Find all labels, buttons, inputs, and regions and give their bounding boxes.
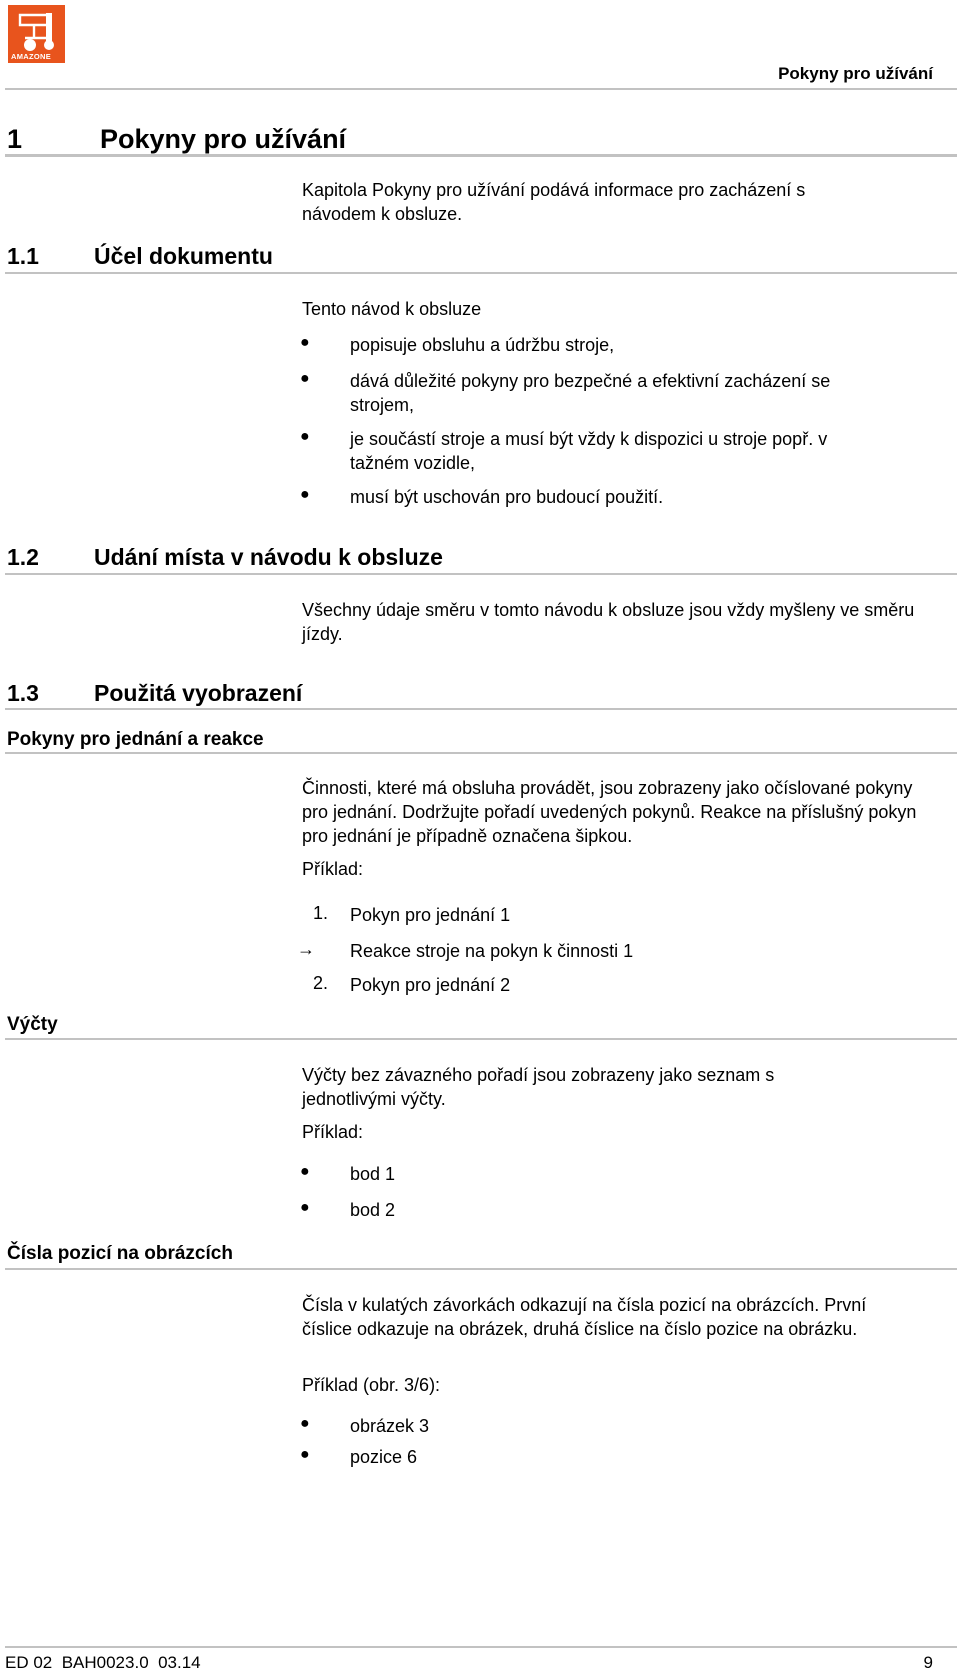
list-item: obrázek 3 [350,1416,430,1436]
footer-divider [5,1646,957,1648]
step-number: 1. [313,903,329,923]
list-item: je součástí stroje a musí být vždy k dispozici u stroje popř. v tažném vozidle, [350,429,828,473]
header-divider [5,88,957,90]
step-text: Pokyn pro jednání 2 [350,975,511,995]
positions-text: Čísla v kulatých závorkách odkazují na čísla pozicí na obrázcích. První číslice odkazuje na obrázek, druhá číslice na číslo pozice na obrázku. [302,1295,867,1339]
section-1-2-underline [5,573,957,575]
bullet-icon: ● [300,1415,310,1432]
reaction-text: Reakce stroje na pokyn k činnosti 1 [350,941,634,961]
bullet-icon: ● [300,1163,310,1180]
bullet-icon: ● [300,486,310,503]
section-1-2-title: Udání místa v návodu k obsluze [94,544,443,570]
lists-heading: Výčty [7,1014,58,1035]
chapter-title-text: Pokyny pro užívání [100,124,347,154]
list-item: popisuje obsluhu a údržbu stroje, [350,335,615,355]
list-item: pozice 6 [350,1447,418,1467]
bullet-icon: ● [300,334,310,351]
list-item: dává důležité pokyny pro bezpečné a efektivní zacházení se strojem, [350,371,831,415]
list-item: bod 1 [350,1164,396,1184]
bullet-icon: ● [300,1199,310,1216]
logo-wordmark: AMAZONE [11,52,52,61]
lists-example-label: Příklad: [302,1122,364,1142]
list-item: musí být uschován pro budoucí použití. [350,487,664,507]
footer-page-number: 9 [923,1653,933,1672]
section-1-1-underline [5,272,957,274]
lists-text: Výčty bez závazného pořadí jsou zobrazeny jako seznam s jednotlivými výčty. [302,1065,775,1109]
step-text: Pokyn pro jednání 1 [350,905,511,925]
amazone-logo [8,5,65,63]
actions-heading: Pokyny pro jednání a reakce [7,729,264,750]
bullet-icon: ● [300,1446,310,1463]
section-1-3-title: Použitá vyobrazení [94,680,303,706]
running-header-title: Pokyny pro užívání [778,64,933,83]
chapter-title [7,124,346,155]
actions-example-label: Příklad: [302,859,364,879]
lists-heading-underline [5,1038,957,1040]
bullet-icon: ● [300,370,310,387]
positions-heading: Čísla pozicí na obrázcích [7,1243,233,1264]
chapter-title-underline [5,154,957,157]
section-1-2-text: Všechny údaje směru v tomto návodu k obsluze jsou vždy myšleny ve směru jízdy. [302,600,915,644]
positions-heading-underline [5,1268,957,1270]
section-1-3-underline [5,708,957,710]
positions-example-label: Příklad (obr. 3/6): [302,1375,441,1395]
section-1-1-number: 1.1 [7,243,39,269]
section-1-1-lead: Tento návod k obsluze [302,299,482,319]
section-1-3-heading [7,680,302,707]
list-item: bod 2 [350,1200,396,1220]
section-1-1-heading [7,243,273,270]
arrow-right-icon: → [297,939,315,959]
section-1-3-number: 1.3 [7,680,39,706]
section-1-2-heading [7,544,443,571]
bullet-icon: ● [300,428,310,445]
section-1-2-number: 1.2 [7,544,39,570]
actions-text: Činnosti, které má obsluha provádět, jsou zobrazeny jako očíslované pokyny pro jednání. Dodržujte pořadí uvedených pokynů. Reakce na příslušný pokyn pro jednání je případně označena šipkou. [302,778,917,846]
step-number: 2. [313,973,329,993]
footer-doc-code: ED 02 BAH0023.0 03.14 [5,1653,201,1672]
actions-heading-underline [5,752,957,754]
chapter-number: 1 [7,124,23,154]
section-1-1-title: Účel dokumentu [94,243,273,269]
chapter-intro: Kapitola Pokyny pro užívání podává informace pro zacházení s návodem k obsluze. [302,180,806,224]
